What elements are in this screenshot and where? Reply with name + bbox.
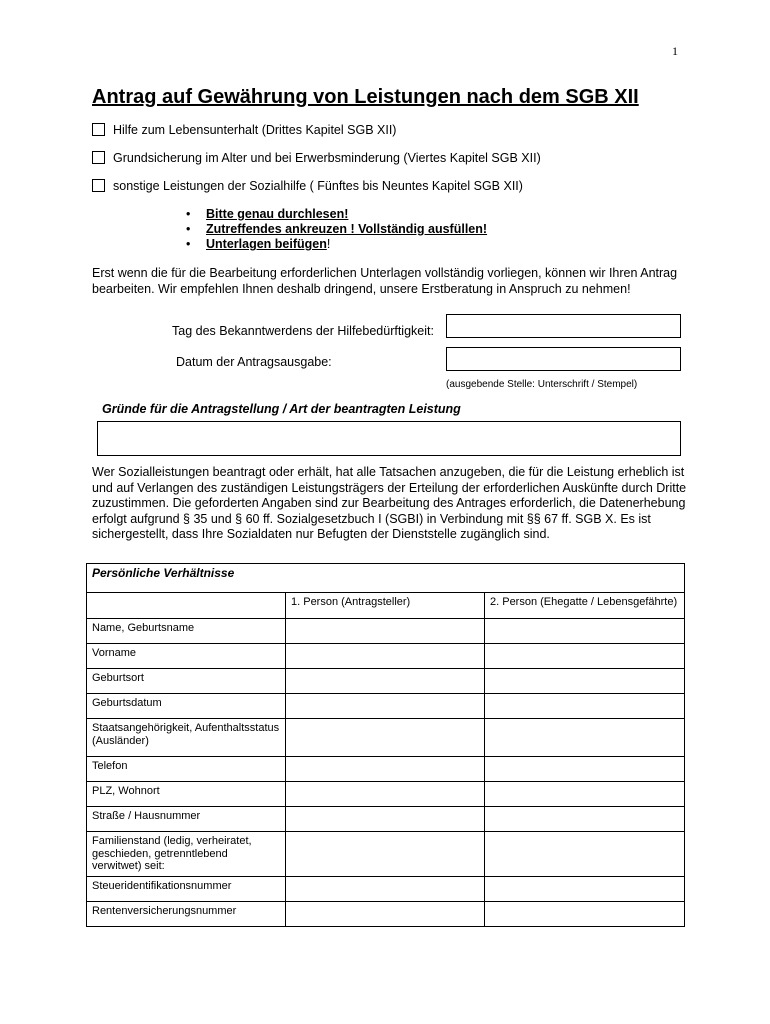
hilfebeduerftigkeit-date-field[interactable]	[446, 314, 681, 338]
instruction-item: • Zutreffendes ankreuzen ! Vollständig ausfüllen!	[186, 222, 488, 236]
table-row	[87, 757, 685, 782]
person-1-cell[interactable]	[286, 832, 485, 877]
person-2-cell[interactable]	[485, 694, 685, 719]
person-2-cell[interactable]	[485, 782, 685, 807]
row-label: PLZ, Wohnort	[87, 782, 286, 807]
table-row	[87, 832, 685, 877]
row-label: Telefon	[87, 757, 286, 782]
antragsausgabe-date-field[interactable]	[446, 347, 681, 371]
table-title: Persönliche Verhältnisse	[87, 564, 685, 593]
table-row	[87, 694, 685, 719]
person-1-cell[interactable]	[286, 719, 485, 757]
person-2-cell[interactable]	[485, 901, 685, 926]
reasons-heading: Gründe für die Antragstellung / Art der beantragten Leistung	[102, 402, 461, 416]
table-row	[87, 901, 685, 926]
person-1-cell[interactable]	[286, 669, 485, 694]
person-1-cell[interactable]	[286, 901, 485, 926]
hilfebeduerftigkeit-label: Tag des Bekanntwerdens der Hilfebedürftigkeit:	[172, 324, 434, 338]
option-label: Grundsicherung im Alter und bei Erwerbsminderung (Viertes Kapitel SGB XII)	[113, 151, 541, 165]
bullet-icon: •	[186, 222, 191, 236]
row-label: Name, Geburtsname	[87, 619, 286, 644]
table-row	[87, 807, 685, 832]
person-1-cell[interactable]	[286, 644, 485, 669]
checkbox-grundsicherung[interactable]	[92, 151, 105, 164]
person-1-cell[interactable]	[286, 619, 485, 644]
checkbox-sonstige-leistungen[interactable]	[92, 179, 105, 192]
option-label: sonstige Leistungen der Sozialhilfe ( Fünftes bis Neuntes Kapitel SGB XII)	[113, 179, 523, 193]
table-header-empty	[87, 593, 286, 619]
option-sonstige-leistungen[interactable]	[92, 179, 523, 193]
table-row	[87, 619, 685, 644]
row-label: Steueridentifikationsnummer	[87, 876, 286, 901]
intro-paragraph: Erst wenn die für die Bearbeitung erforderlichen Unterlagen vollständig vorliegen, können wir Ihren Antrag bearbeiten. Wir empfehlen Ihnen deshalb dringend, unsere Erstberatung in Anspruch zu nehmen!	[92, 266, 678, 296]
bullet-icon: •	[186, 237, 191, 251]
option-grundsicherung[interactable]	[92, 151, 541, 165]
person-2-cell[interactable]	[485, 757, 685, 782]
person-1-cell[interactable]	[286, 757, 485, 782]
antragsausgabe-label: Datum der Antragsausgabe:	[176, 355, 332, 369]
table-row	[87, 644, 685, 669]
instruction-list	[186, 207, 487, 252]
table-title-row	[87, 564, 685, 593]
table-header-row	[87, 593, 685, 619]
person-2-cell[interactable]	[485, 876, 685, 901]
instruction-item: • Unterlagen beifügen!	[186, 237, 331, 251]
row-label: Staatsangehörigkeit, Aufenthaltsstatus (Ausländer)	[87, 719, 286, 757]
table-row	[87, 782, 685, 807]
page-number: 1	[672, 44, 678, 58]
table-row	[87, 719, 685, 757]
person-1-cell[interactable]	[286, 694, 485, 719]
row-label: Geburtsort	[87, 669, 286, 694]
row-label: Geburtsdatum	[87, 694, 286, 719]
column-header-person-2: 2. Person (Ehegatte / Lebensgefährte)	[485, 593, 685, 619]
page-title: Antrag auf Gewährung von Leistungen nach dem SGB XII	[92, 86, 639, 108]
table-row	[87, 876, 685, 901]
personal-details-table	[86, 563, 685, 927]
option-label: Hilfe zum Lebensunterhalt (Drittes Kapitel SGB XII)	[113, 123, 397, 137]
person-2-cell[interactable]	[485, 832, 685, 877]
person-2-cell[interactable]	[485, 669, 685, 694]
checkbox-hilfe-lebensunterhalt[interactable]	[92, 123, 105, 136]
bullet-icon: •	[186, 207, 191, 221]
person-1-cell[interactable]	[286, 807, 485, 832]
person-1-cell[interactable]	[286, 782, 485, 807]
row-label: Straße / Hausnummer	[87, 807, 286, 832]
stelle-note: (ausgebende Stelle: Unterschrift / Stempel)	[446, 379, 638, 390]
row-label: Rentenversicherungsnummer	[87, 901, 286, 926]
privacy-paragraph: Wer Sozialleistungen beantragt oder erhält, hat alle Tatsachen anzugeben, die für die Leistung erheblich ist und auf Verlangen des zuständigen Leistungsträgers der Erteilung der erforderlichen Auskünfte durch Dritte zuzustimmen. Die geforderten Angaben sind zur Bearbeitung des Antrages erforderlich, die Datenerhebung erfolgt aufgrund § 35 und § 60 ff. Sozialgesetzbuch I (SGBI) in Verbindung mit §§ 67 ff. SGB X. Es ist sichergestellt, dass Ihre Sozialdaten nur Befugten der Dienststelle zugänglich sind.	[92, 465, 687, 541]
table-row	[87, 669, 685, 694]
person-2-cell[interactable]	[485, 644, 685, 669]
person-2-cell[interactable]	[485, 807, 685, 832]
option-hilfe-lebensunterhalt[interactable]	[92, 123, 396, 137]
person-1-cell[interactable]	[286, 876, 485, 901]
row-label: Vorname	[87, 644, 286, 669]
column-header-person-1: 1. Person (Antragsteller)	[286, 593, 485, 619]
row-label: Familienstand (ledig, verheiratet, geschieden, getrenntlebend verwitwet) seit:	[87, 832, 286, 877]
person-2-cell[interactable]	[485, 719, 685, 757]
instruction-item: • Bitte genau durchlesen!	[186, 207, 349, 221]
person-2-cell[interactable]	[485, 619, 685, 644]
reasons-field[interactable]	[97, 421, 681, 456]
